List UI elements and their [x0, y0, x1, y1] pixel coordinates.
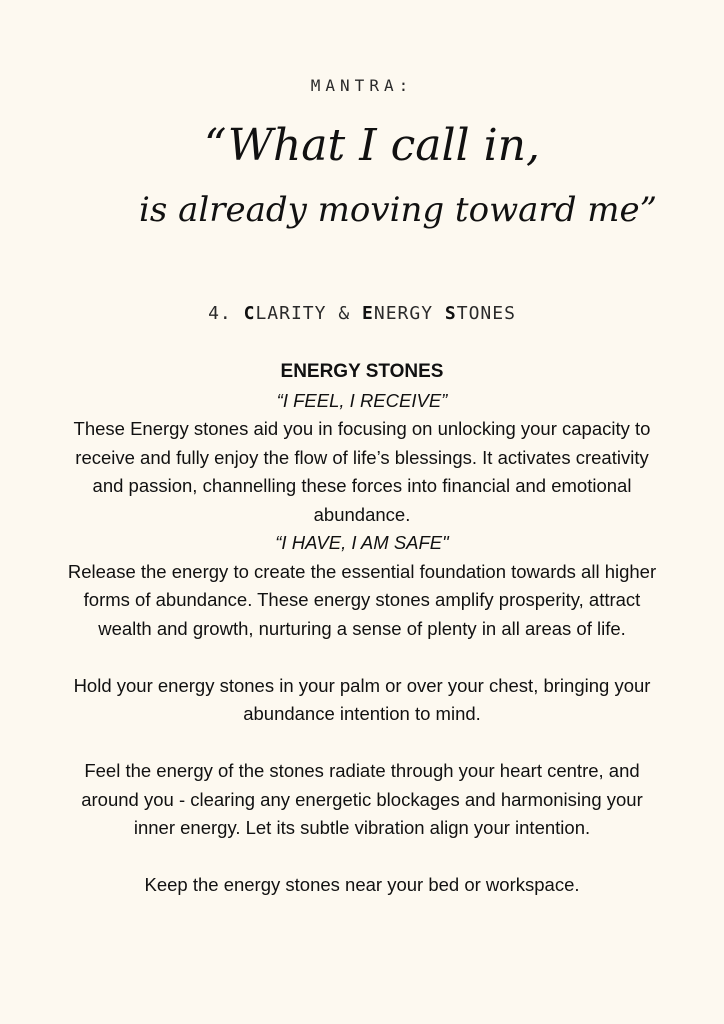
section-ampersand: & — [338, 303, 351, 324]
mantra-label: MANTRA: — [310, 76, 414, 95]
section-title — [0, 303, 724, 324]
affirmation-safe: “I HAVE, I AM SAFE" — [275, 532, 449, 553]
spacer — [60, 729, 664, 758]
section-word-stones: STONES — [444, 303, 516, 324]
paragraph-keep: Keep the energy stones near your bed or workspace. — [144, 874, 580, 895]
affirmation-receive: “I FEEL, I RECEIVE” — [276, 389, 448, 411]
mantra-quote-line-1: “What I call in, — [204, 120, 540, 171]
spacer — [60, 843, 664, 872]
section-word-clarity: CLARITY — [243, 303, 327, 324]
paragraph-receive: These Energy stones aid you in focusing on unlocking your capacity to receive and fully enjoy the flow of life’s blessings. It activates creativity and passion, channelling these forces into financial and emotional abundance. — [73, 418, 651, 525]
paragraph-foundation: Release the energy to create the essential foundation towards all higher forms of abundance. These energy stones amplify prosperity, attract wealth and growth, nurturing a sense of plenty in all areas of life. — [67, 560, 657, 639]
spacer — [60, 643, 664, 672]
section-word-energy: ENERGY — [362, 303, 434, 324]
section-number: 4. — [208, 303, 232, 324]
mantra-quote-line-2: is already moving toward me” — [138, 190, 658, 230]
paragraph-hold: Hold your energy stones in your palm or over your chest, bringing your abundance intention to mind. — [73, 674, 651, 724]
body-text — [60, 358, 664, 900]
content-heading: ENERGY STONES — [280, 361, 444, 382]
paragraph-feel: Feel the energy of the stones radiate through your heart centre, and around you - clearing any energetic blockages and harmonising your inner energy. Let its subtle vibration align your intention. — [81, 760, 643, 838]
